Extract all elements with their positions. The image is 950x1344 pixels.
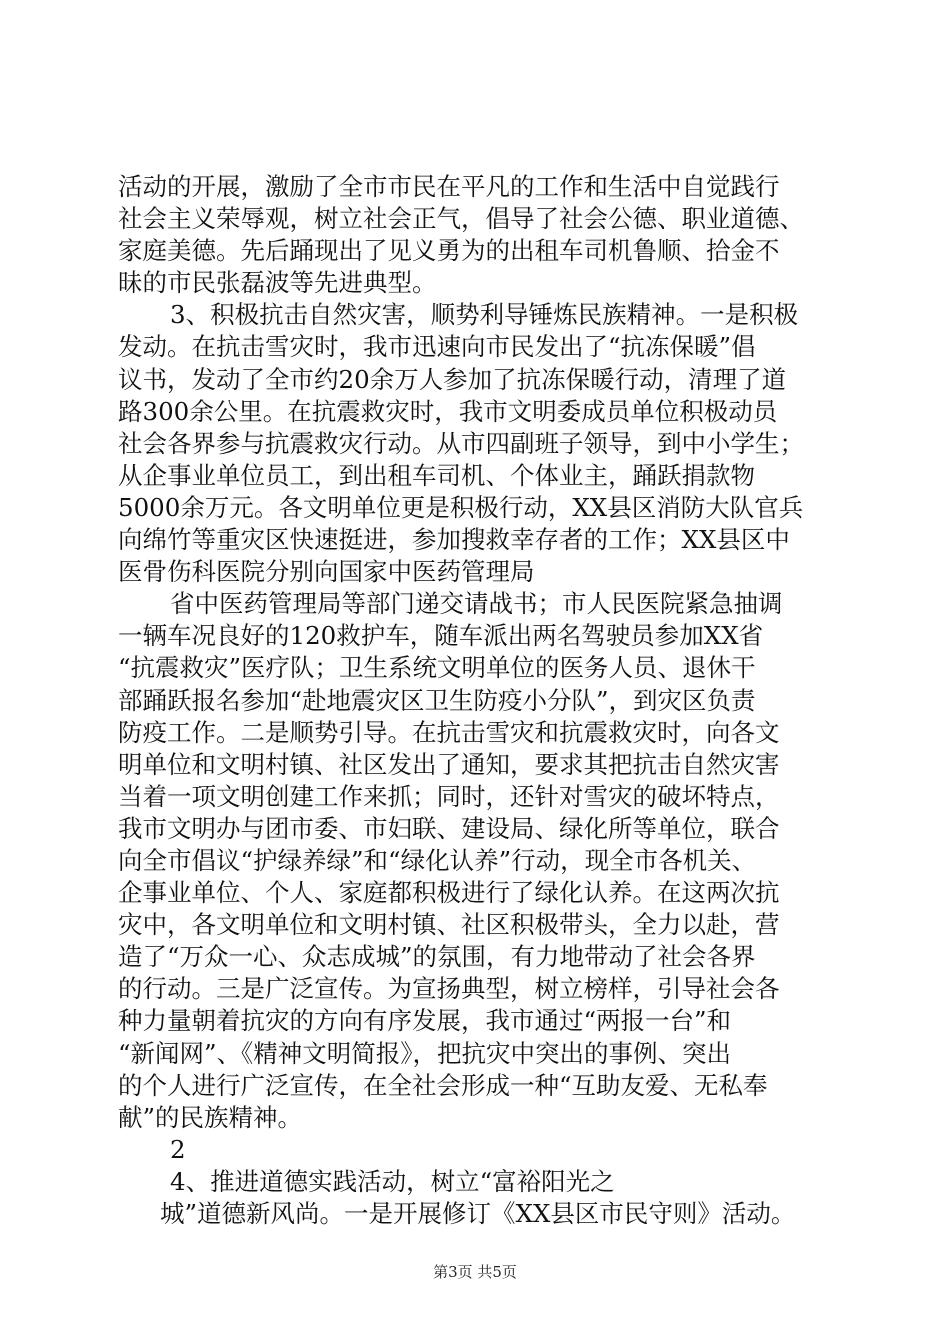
- text-line: 的个人进行广泛宣传，在全社会形成一种“互助友爱、无私奉: [118, 1070, 768, 1100]
- text-line: 发动。在抗击雪灾时，我市迅速向市民发出了“抗冻保暖”倡: [118, 332, 756, 362]
- text-line: 我市文明办与团市委、市妇联、建设局、绿化所等单位，联合: [118, 813, 780, 843]
- text-line: “新闻网”、《精神文明简报》，把抗灾中突出的事例、突出: [118, 1038, 732, 1068]
- text-line: 明单位和文明村镇、社区发出了通知，要求其把抗击自然灾害: [118, 749, 780, 779]
- text-line: 向全市倡议“护绿养绿”和“绿化认养”行动，现全市各机关、: [118, 845, 757, 875]
- text-line: 活动的开展，激励了全市市民在平凡的工作和生活中自觉践行: [118, 172, 780, 201]
- text-line: 种力量朝着抗灾的方向有序发展，我市通过“两报一台”和: [118, 1006, 732, 1036]
- text-line: 家庭美德。先后踊现出了见义勇为的出租车司机鲁顺、拾金不: [118, 236, 780, 266]
- body-text: [118, 171, 853, 1230]
- text-line: 社会主义荣辱观，树立社会正气，倡导了社会公德、职业道德、: [118, 204, 804, 234]
- text-line: 议书，发动了全市约20余万人参加了抗冻保暖行动，清理了道: [118, 364, 787, 394]
- text-line: 企事业单位、个人、家庭都积极进行了绿化认养。在这两次抗: [118, 878, 780, 908]
- text-line: 医骨伤科医院分别向国家中医药管理局: [118, 557, 535, 587]
- section-heading: 4、推进道德实践活动，树立“富裕阳光之: [170, 1166, 615, 1196]
- text-line: 社会各界参与抗震救灾行动。从市四副班子领导，到中小学生；: [118, 428, 804, 458]
- text-line: 5000余万元。各文明单位更是积极行动，XX县区消防大队官兵: [118, 492, 804, 522]
- text-line: 城”道德新风尚。一是开展修订《XX县区市民守则》活动。: [160, 1199, 796, 1228]
- text-line: 一辆车况良好的120救护车，随车派出两名驾驶员参加XX省: [118, 621, 764, 651]
- text-line: 省中医药管理局等部门递交请战书；市人民医院紧急抽调: [170, 589, 783, 619]
- text-line: 献”的民族精神。: [118, 1102, 303, 1132]
- text-line: 向绵竹等重灾区快速挺进，参加搜救幸存者的工作；XX县区中: [118, 525, 790, 555]
- text-line: 当着一项文明创建工作来抓；同时，还针对雪灾的破坏特点，: [118, 781, 780, 811]
- text-line: 的行动。三是广泛宣传。为宣扬典型，树立榜样，引导社会各: [118, 974, 780, 1004]
- text-line: 路300余公里。在抗震救灾时，我市文明委成员单位积极动员: [118, 396, 778, 426]
- text-line: 造了“万众一心、众志成城”的氛围，有力地带动了社会各界: [118, 942, 756, 972]
- text-line: 灾中，各文明单位和文明村镇、社区积极带头，全力以赴，营: [118, 910, 780, 940]
- text-line: 从企事业单位员工，到出租车司机、个体业主，踊跃捐款物: [118, 460, 755, 490]
- page-number-inline: 2: [170, 1134, 186, 1164]
- text-line: 防疫工作。二是顺势引导。在抗击雪灾和抗震救灾时，向各文: [118, 717, 780, 747]
- text-line: 昧的市民张磊波等先进典型。: [118, 268, 437, 298]
- text-line: “抗震救灾”医疗队；卫生系统文明单位的医务人员、退休干: [118, 653, 756, 683]
- text-line: 3、积极抗击自然灾害，顺势利导锤炼民族精神。一是积极: [170, 300, 799, 330]
- page-footer: 第3页 共5页: [433, 1263, 517, 1281]
- text-line: 部踊跃报名参加“赴地震灾区卫生防疫小分队”，到灾区负责: [118, 685, 756, 715]
